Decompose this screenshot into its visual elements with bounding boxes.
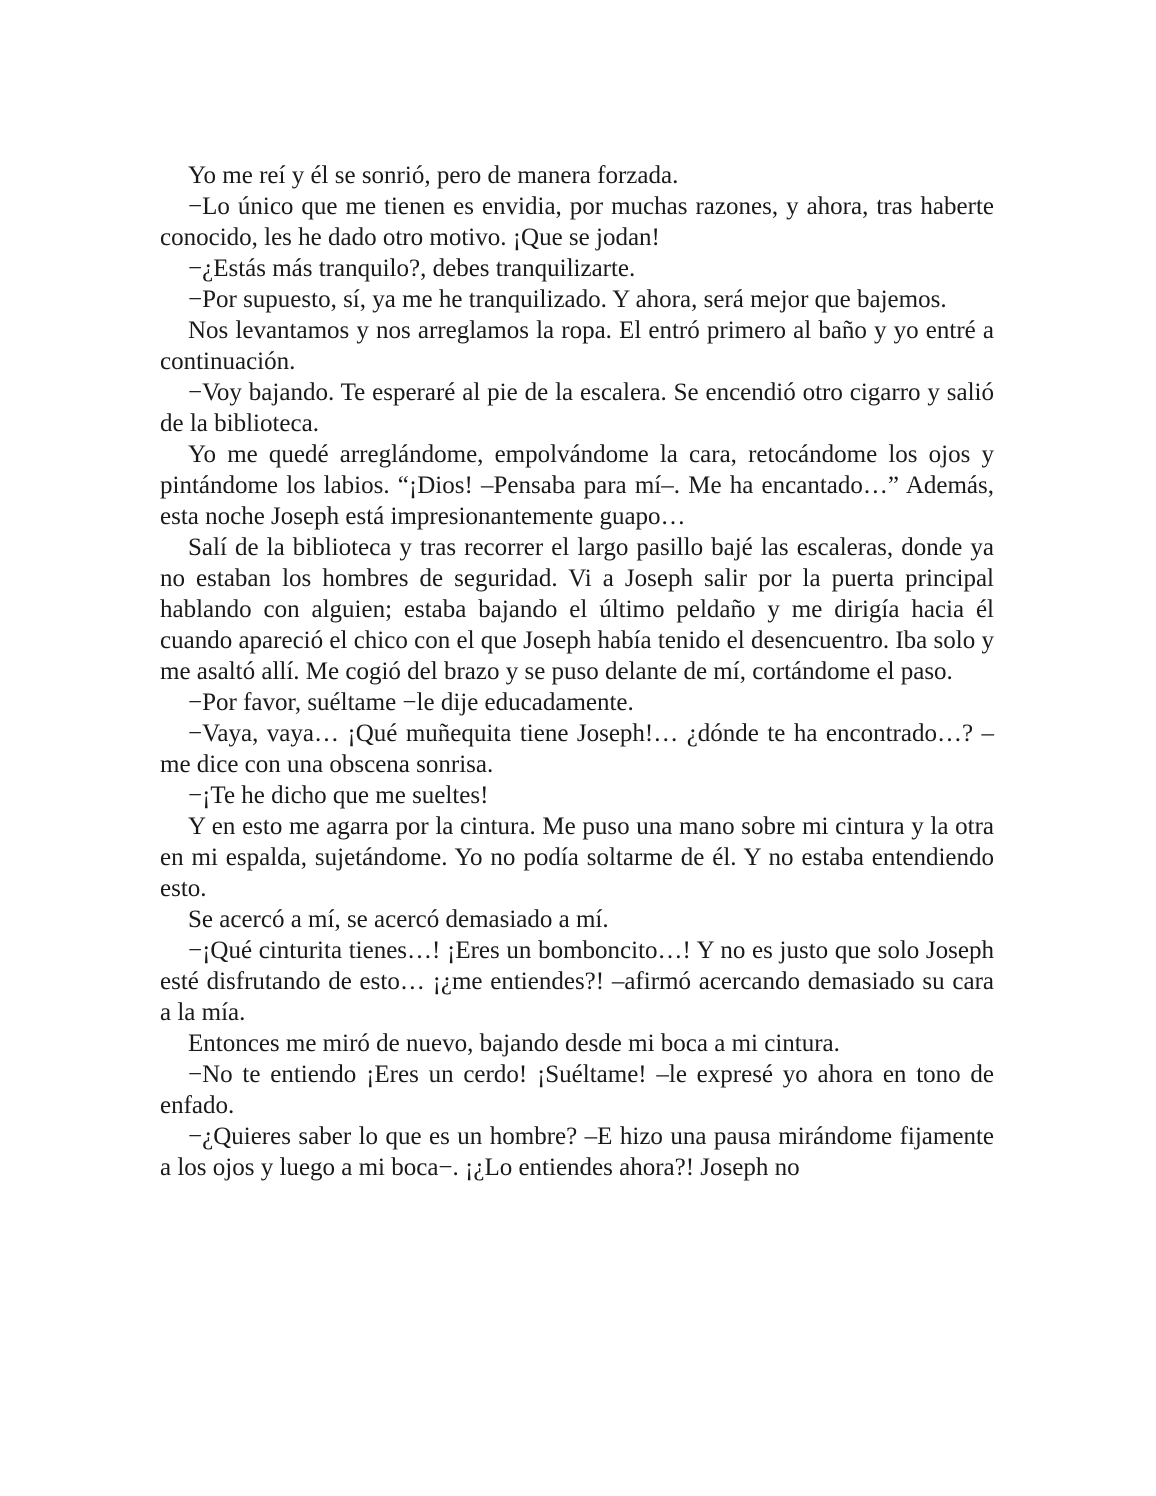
paragraph: Y en esto me agarra por la cintura. Me puso una mano sobre mi cintura y la otra en mi espalda, sujetándome. Yo no podía soltarme de él. Y no estaba entendiendo esto. xyxy=(160,813,994,902)
paragraph: −Por supuesto, sí, ya me he tranquilizado. Y ahora, será mejor que bajemos. xyxy=(188,286,947,313)
paragraph: −No te entiendo ¡Eres un cerdo! ¡Suéltame! –le expresé yo ahora en tono de enfado. xyxy=(160,1061,994,1119)
paragraph: −Por favor, suéltame −le dije educadamente. xyxy=(188,689,634,716)
paragraph: Entonces me miró de nuevo, bajando desde mi boca a mi cintura. xyxy=(188,1030,840,1057)
paragraph: Yo me quedé arreglándome, empolvándome la cara, retocándome los ojos y pintándome los labios. “¡Dios! –Pensaba para mí–. Me ha encantado…” Además, esta noche Joseph está impresionantemente guapo… xyxy=(160,441,994,530)
paragraph: −¡Qué cinturita tienes…! ¡Eres un bomboncito…! Y no es justo que solo Joseph esté disfrutando de esto… ¡¿me entiendes?! –afirmó acercando demasiado su cara a la mía. xyxy=(160,937,994,1026)
paragraph: Se acercó a mí, se acercó demasiado a mí. xyxy=(188,906,609,933)
page-text xyxy=(160,160,994,1183)
paragraph: −¿Estás más tranquilo?, debes tranquilizarte. xyxy=(188,255,636,282)
paragraph: Yo me reí y él se sonrió, pero de manera forzada. xyxy=(188,162,679,189)
paragraph: −Vaya, vaya… ¡Qué muñequita tiene Joseph!… ¿dónde te ha encontrado…? –me dice con una obscena sonrisa. xyxy=(160,720,994,778)
paragraph: −Voy bajando. Te esperaré al pie de la escalera. Se encendió otro cigarro y salió de la biblioteca. xyxy=(160,379,994,437)
paragraph: Nos levantamos y nos arreglamos la ropa. El entró primero al baño y yo entré a continuación. xyxy=(160,317,994,375)
paragraph: −Lo único que me tienen es envidia, por muchas razones, y ahora, tras haberte conocido, les he dado otro motivo. ¡Que se jodan! xyxy=(160,193,994,251)
paragraph: −¡Te he dicho que me sueltes! xyxy=(188,782,489,809)
paragraph: −¿Quieres saber lo que es un hombre? –E hizo una pausa mirándome fijamente a los ojos y luego a mi boca−. ¡¿Lo entiendes ahora?! Joseph no xyxy=(160,1123,994,1181)
paragraph: Salí de la biblioteca y tras recorrer el largo pasillo bajé las escaleras, donde ya no estaban los hombres de seguridad. Vi a Joseph salir por la puerta principal hablando con alguien; estaba bajando el último peldaño y me dirigía hacia él cuando apareció el chico con el que Joseph había tenido el desencuentro. Iba solo y me asaltó allí. Me cogió del brazo y se puso delante de mí, cortándome el paso. xyxy=(160,534,994,685)
